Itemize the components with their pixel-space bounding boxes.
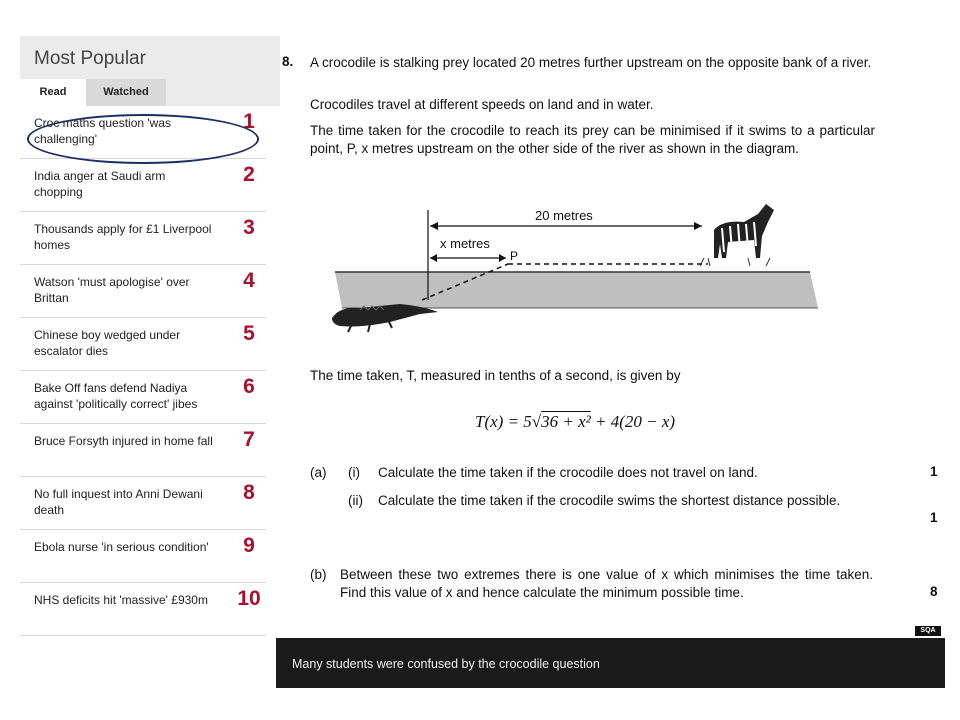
question-number: 8. [282,54,294,69]
list-item[interactable] [20,265,266,318]
rank-number: 8 [243,481,255,504]
radical-sign: √ [531,412,542,431]
rank-number: 2 [243,163,255,186]
formula-lhs: T(x) = 5 [475,412,532,431]
arrow-head-icon [499,254,506,262]
label-point-p: P [510,249,519,263]
headline-link[interactable]: Thousands apply for £1 Liverpool homes [34,222,212,252]
part-aii-mark: 1 [930,510,938,525]
caption-text: Many students were confused by the crocodile question [292,657,600,671]
list-item[interactable] [20,318,266,371]
rank-number: 4 [243,269,255,292]
headline-link[interactable]: Bruce Forsyth injured in home fall [34,434,213,448]
list-item[interactable] [20,477,266,530]
part-ai-mark: 1 [930,464,938,479]
rank-number: 5 [243,322,255,345]
part-b-text: Between these two extremes there is one value of x which minimises the time taken. Find this value of x and hence calculate the minimum possible time. [340,567,873,600]
label-20-metres: 20 metres [535,208,593,223]
arrow-head-icon [430,222,438,230]
list-item[interactable] [20,371,266,424]
most-popular-header [20,36,280,106]
headline-link[interactable]: No full inquest into Anni Dewani death [34,487,203,517]
rank-number: 3 [243,216,255,239]
rank-number: 7 [243,428,255,451]
rank-number: 1 [243,110,255,133]
label-x-metres: x metres [440,236,490,251]
time-formula [475,412,675,432]
part-b-label: (b) [310,567,327,582]
part-b-mark: 8 [930,584,938,599]
rank-number: 9 [243,534,255,557]
rank-number: 10 [237,587,261,610]
question-paragraph: The time taken for the crocodile to reach its prey can be minimised if it swims to a particular point, P, x metres upstream on the other side of the river as shown in the diagram. [310,123,875,156]
formula-rhs: + 4(20 − x) [590,412,676,431]
list-item[interactable] [20,424,266,477]
part-ai-label: (i) [348,465,360,480]
list-item[interactable] [20,106,266,159]
question-paragraph: Crocodiles travel at different speeds on land and in water. [310,97,654,112]
part-aii-label: (ii) [348,493,363,508]
part-a-label: (a) [310,465,327,480]
formula-intro: The time taken, T, measured in tenths of a second, is given by [310,368,681,383]
arrow-head-icon [430,254,437,262]
headline-link[interactable]: Ebola nurse 'in serious condition' [34,540,209,554]
tab-watched[interactable]: Watched [86,79,166,106]
rank-number: 6 [243,375,255,398]
list-item[interactable] [20,583,266,636]
list-item[interactable] [20,530,266,583]
list-item[interactable] [20,212,266,265]
arrow-head-icon [694,222,702,230]
headline-link[interactable]: Watson 'must apologise' over Brittan [34,275,190,305]
sqa-badge: SQA [915,626,941,636]
list-item[interactable] [20,159,266,212]
question-paragraph: A crocodile is stalking prey located 20 metres further upstream on the opposite bank of a river. [310,55,872,70]
most-popular-title: Most Popular [34,48,146,69]
tab-read[interactable]: Read [20,79,86,106]
image-caption [276,638,945,688]
headline-link[interactable]: Chinese boy wedged under escalator dies [34,328,181,358]
river-diagram [330,200,820,340]
part-aii-text: Calculate the time taken if the crocodile swims the shortest distance possible. [378,493,841,508]
most-popular-panel [20,36,280,626]
formula-radicand: 36 + x² [541,412,591,431]
headline-link[interactable]: Bake Off fans defend Nadiya against 'politically correct' jibes [34,381,198,411]
most-popular-list [20,106,266,636]
zebra-icon [700,204,774,266]
river [335,272,818,308]
headline-link[interactable]: India anger at Saudi arm chopping [34,169,166,199]
headline-link[interactable]: NHS deficits hit 'massive' £930m [34,593,208,607]
part-ai-text: Calculate the time taken if the crocodile does not travel on land. [378,465,758,480]
headline-link[interactable]: Croc maths question 'was challenging' [34,116,172,146]
